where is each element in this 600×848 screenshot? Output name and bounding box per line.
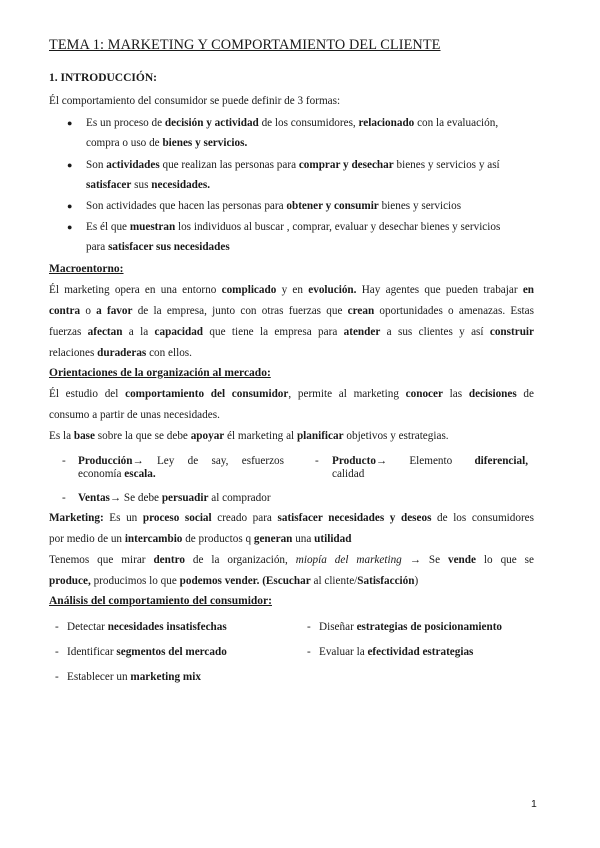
section-heading-introduccion: 1. INTRODUCCIÓN: (49, 72, 157, 84)
page-title: TEMA 1: MARKETING Y COMPORTAMIENTO DEL CLIENTE (49, 37, 441, 53)
dash-marker: - (307, 621, 311, 633)
paragraph-line: contra o a favor de la empresa, junto con otras fuerzas que crean oportunidades o amenazas. Estas (49, 305, 534, 317)
orientation-producto-cont: calidad (332, 468, 365, 480)
bullet-item-1-continuation: compra o uso de bienes y servicios. (86, 137, 248, 149)
bullet-dot: ● (67, 222, 73, 232)
analisis-item-1: Detectar necesidades insatisfechas (67, 621, 227, 633)
dash-marker: - (307, 646, 311, 658)
paragraph-line: por medio de un intercambio de productos q generan una utilidad (49, 533, 352, 545)
paragraph-line: Marketing: Es un proceso social creado para satisfacer necesidades y deseos de los consumidores (49, 512, 534, 524)
section-heading-orientaciones: Orientaciones de la organización al mercado: (49, 367, 271, 379)
dash-marker: - (62, 492, 66, 504)
dash-marker: - (62, 455, 66, 467)
paragraph-line: fuerzas afectan a la capacidad que tiene la empresa para atender a sus clientes y así construir (49, 326, 534, 338)
bullet-item-4-continuation: para satisfacer sus necesidades (86, 241, 230, 253)
dash-marker: - (55, 646, 59, 658)
section-heading-macroentorno: Macroentorno: (49, 263, 124, 275)
paragraph-line: Tenemos que mirar dentro de la organización, miopía del marketing → Se vende lo que se (49, 554, 534, 566)
paragraph-line: produce, producimos lo que podemos vender. (Escuchar al cliente/Satisfacción) (49, 575, 419, 587)
intro-paragraph: Él comportamiento del consumidor se puede definir de 3 formas: (49, 95, 341, 107)
bullet-item-4: Es él que muestran los individuos al buscar , comprar, evaluar y desechar bienes y servicios (86, 221, 501, 233)
bullet-dot: ● (67, 160, 73, 170)
section-heading-analisis: Análisis del comportamiento del consumidor: (49, 595, 272, 607)
analisis-item-3: Identificar segmentos del mercado (67, 646, 227, 658)
paragraph-line: relaciones duraderas con ellos. (49, 347, 192, 359)
paragraph-line: Él estudio del comportamiento del consumidor, permite al marketing conocer las decisiones de (49, 388, 534, 400)
bullet-item-2-continuation: satisfacer sus necesidades. (86, 179, 210, 191)
bullet-dot: ● (67, 118, 73, 128)
bullet-item-2: Son actividades que realizan las personas para comprar y desechar bienes y servicios y así (86, 159, 500, 171)
analisis-item-5: Establecer un marketing mix (67, 671, 201, 683)
paragraph-line: consumo a partir de unas necesidades. (49, 409, 220, 421)
orientation-producto: Producto→ Elemento diferencial, (332, 455, 528, 467)
dash-marker: - (55, 621, 59, 633)
page-number: 1 (531, 798, 537, 810)
bullet-dot: ● (67, 201, 73, 211)
bullet-item-1: Es un proceso de decisión y actividad de los consumidores, relacionado con la evaluación, (86, 117, 499, 129)
paragraph-line: Es la base sobre la que se debe apoyar él marketing al planificar objetivos y estrategias. (49, 430, 449, 442)
dash-marker: - (315, 455, 319, 467)
analisis-item-2: Diseñar estrategias de posicionamiento (319, 621, 503, 633)
orientation-produccion: Producción→ Ley de say, esfuerzos (78, 455, 284, 467)
orientation-produccion-cont: economía escala. (78, 468, 156, 480)
orientation-ventas: Ventas→ Se debe persuadir al comprador (78, 492, 271, 504)
bullet-item-3: Son actividades que hacen las personas para obtener y consumir bienes y servicios (86, 200, 462, 212)
paragraph-line: Él marketing opera en una entorno complicado y en evolución. Hay agentes que pueden trabajar en (49, 284, 535, 296)
analisis-item-4: Evaluar la efectividad estrategias (319, 646, 474, 658)
dash-marker: - (55, 671, 59, 683)
